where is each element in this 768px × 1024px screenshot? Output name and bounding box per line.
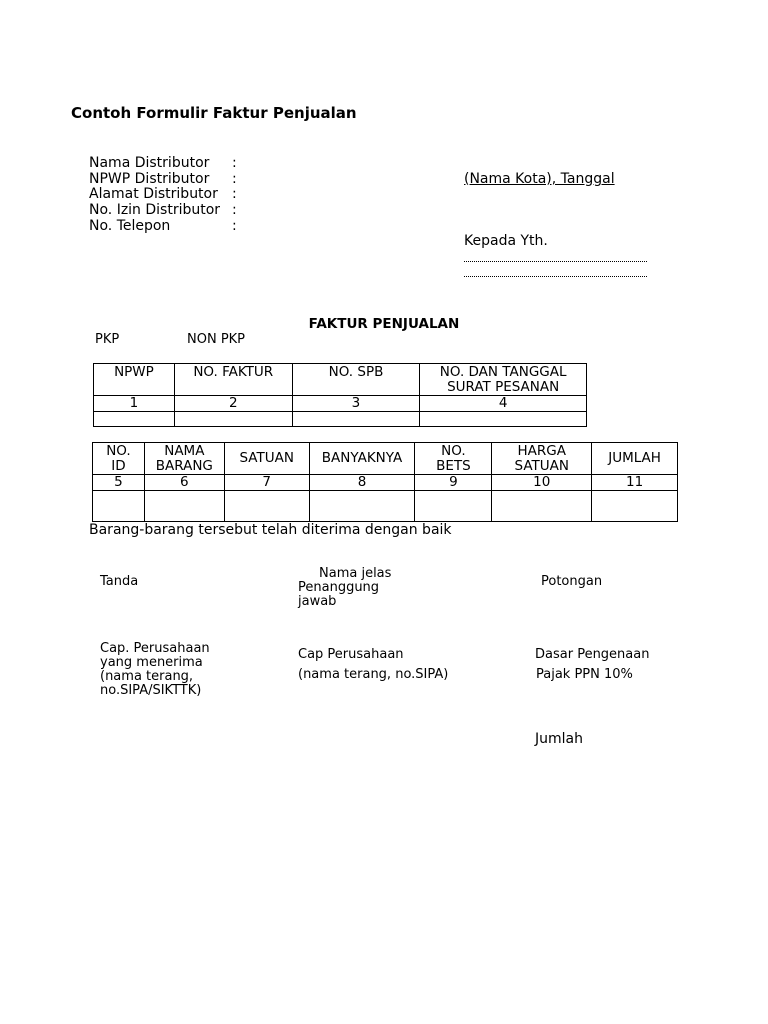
recipient-line [464,276,647,277]
recipient-label: Kepada Yth. [464,233,548,249]
empty-cell [420,412,587,427]
sign-nama-jelas: Nama jelas [319,566,392,581]
col-header-npwp: NPWP [94,364,175,396]
invoice-header-table [93,363,587,427]
sign-pajak-ppn: Pajak PPN 10% [536,667,633,682]
field-colon: : [232,202,237,218]
col-header-harga-satuan: HARGA SATUAN [492,443,592,475]
col-number: 8 [309,475,415,491]
col-header-no-bets: NO. BETS [415,443,492,475]
col-number: 11 [592,475,678,491]
col-number: 5 [93,475,145,491]
empty-cell [292,412,420,427]
empty-cell [93,491,145,522]
col-header-jumlah: JUMLAH [592,443,678,475]
form-title: FAKTUR PENJUALAN [308,316,460,332]
sign-cap-penerima: Cap. Perusahaan yang menerima (nama terang, no.SIPA/SIKTTK) [100,641,210,698]
sign-potongan: Potongan [541,574,603,589]
col-number: 1 [94,396,175,412]
col-header-nama-barang: NAMA BARANG [144,443,224,475]
empty-cell [309,491,415,522]
place-date: (Nama Kota), Tanggal [464,171,615,187]
col-header-no-id: NO. ID [93,443,145,475]
page-title: Contoh Formulir Faktur Penjualan [71,104,357,122]
empty-cell [174,412,292,427]
col-number: 7 [224,475,309,491]
empty-cell [492,491,592,522]
field-colon: : [232,186,237,202]
empty-cell [144,491,224,522]
col-number: 4 [420,396,587,412]
col-header-surat-pesanan: NO. DAN TANGGAL SURAT PESANAN [420,364,587,396]
pkp-label: PKP [95,332,120,347]
col-header-banyaknya: BANYAKNYA [309,443,415,475]
col-number: 2 [174,396,292,412]
col-header-no-faktur: NO. FAKTUR [174,364,292,396]
field-alamat-distributor-label: Alamat Distributor [89,186,218,202]
col-number: 3 [292,396,420,412]
empty-cell [415,491,492,522]
received-statement: Barang-barang tersebut telah diterima dengan baik [89,522,452,538]
col-number: 6 [144,475,224,491]
field-colon: : [232,171,237,187]
recipient-line [464,261,647,262]
items-table [92,442,678,522]
sign-nama-terang-sipa: (nama terang, no.SIPA) [298,667,449,682]
col-number: 10 [492,475,592,491]
empty-cell [224,491,309,522]
field-colon: : [232,218,237,234]
col-header-satuan: SATUAN [224,443,309,475]
field-npwp-distributor-label: NPWP Distributor [89,171,210,187]
field-colon: : [232,155,237,171]
field-nama-distributor-label: Nama Distributor [89,155,210,171]
empty-cell [94,412,175,427]
sign-penanggung-jawab: Penanggung jawab [298,580,380,609]
field-izin-distributor-label: No. Izin Distributor [89,202,221,218]
empty-cell [592,491,678,522]
sign-cap-perusahaan: Cap Perusahaan [298,647,404,662]
non-pkp-label: NON PKP [187,332,246,347]
sign-dasar-pengenaan: Dasar Pengenaan [535,647,650,662]
col-number: 9 [415,475,492,491]
sign-tanda: Tanda [100,574,139,589]
sign-jumlah: Jumlah [535,731,583,747]
col-header-no-spb: NO. SPB [292,364,420,396]
field-telepon-label: No. Telepon [89,218,171,234]
